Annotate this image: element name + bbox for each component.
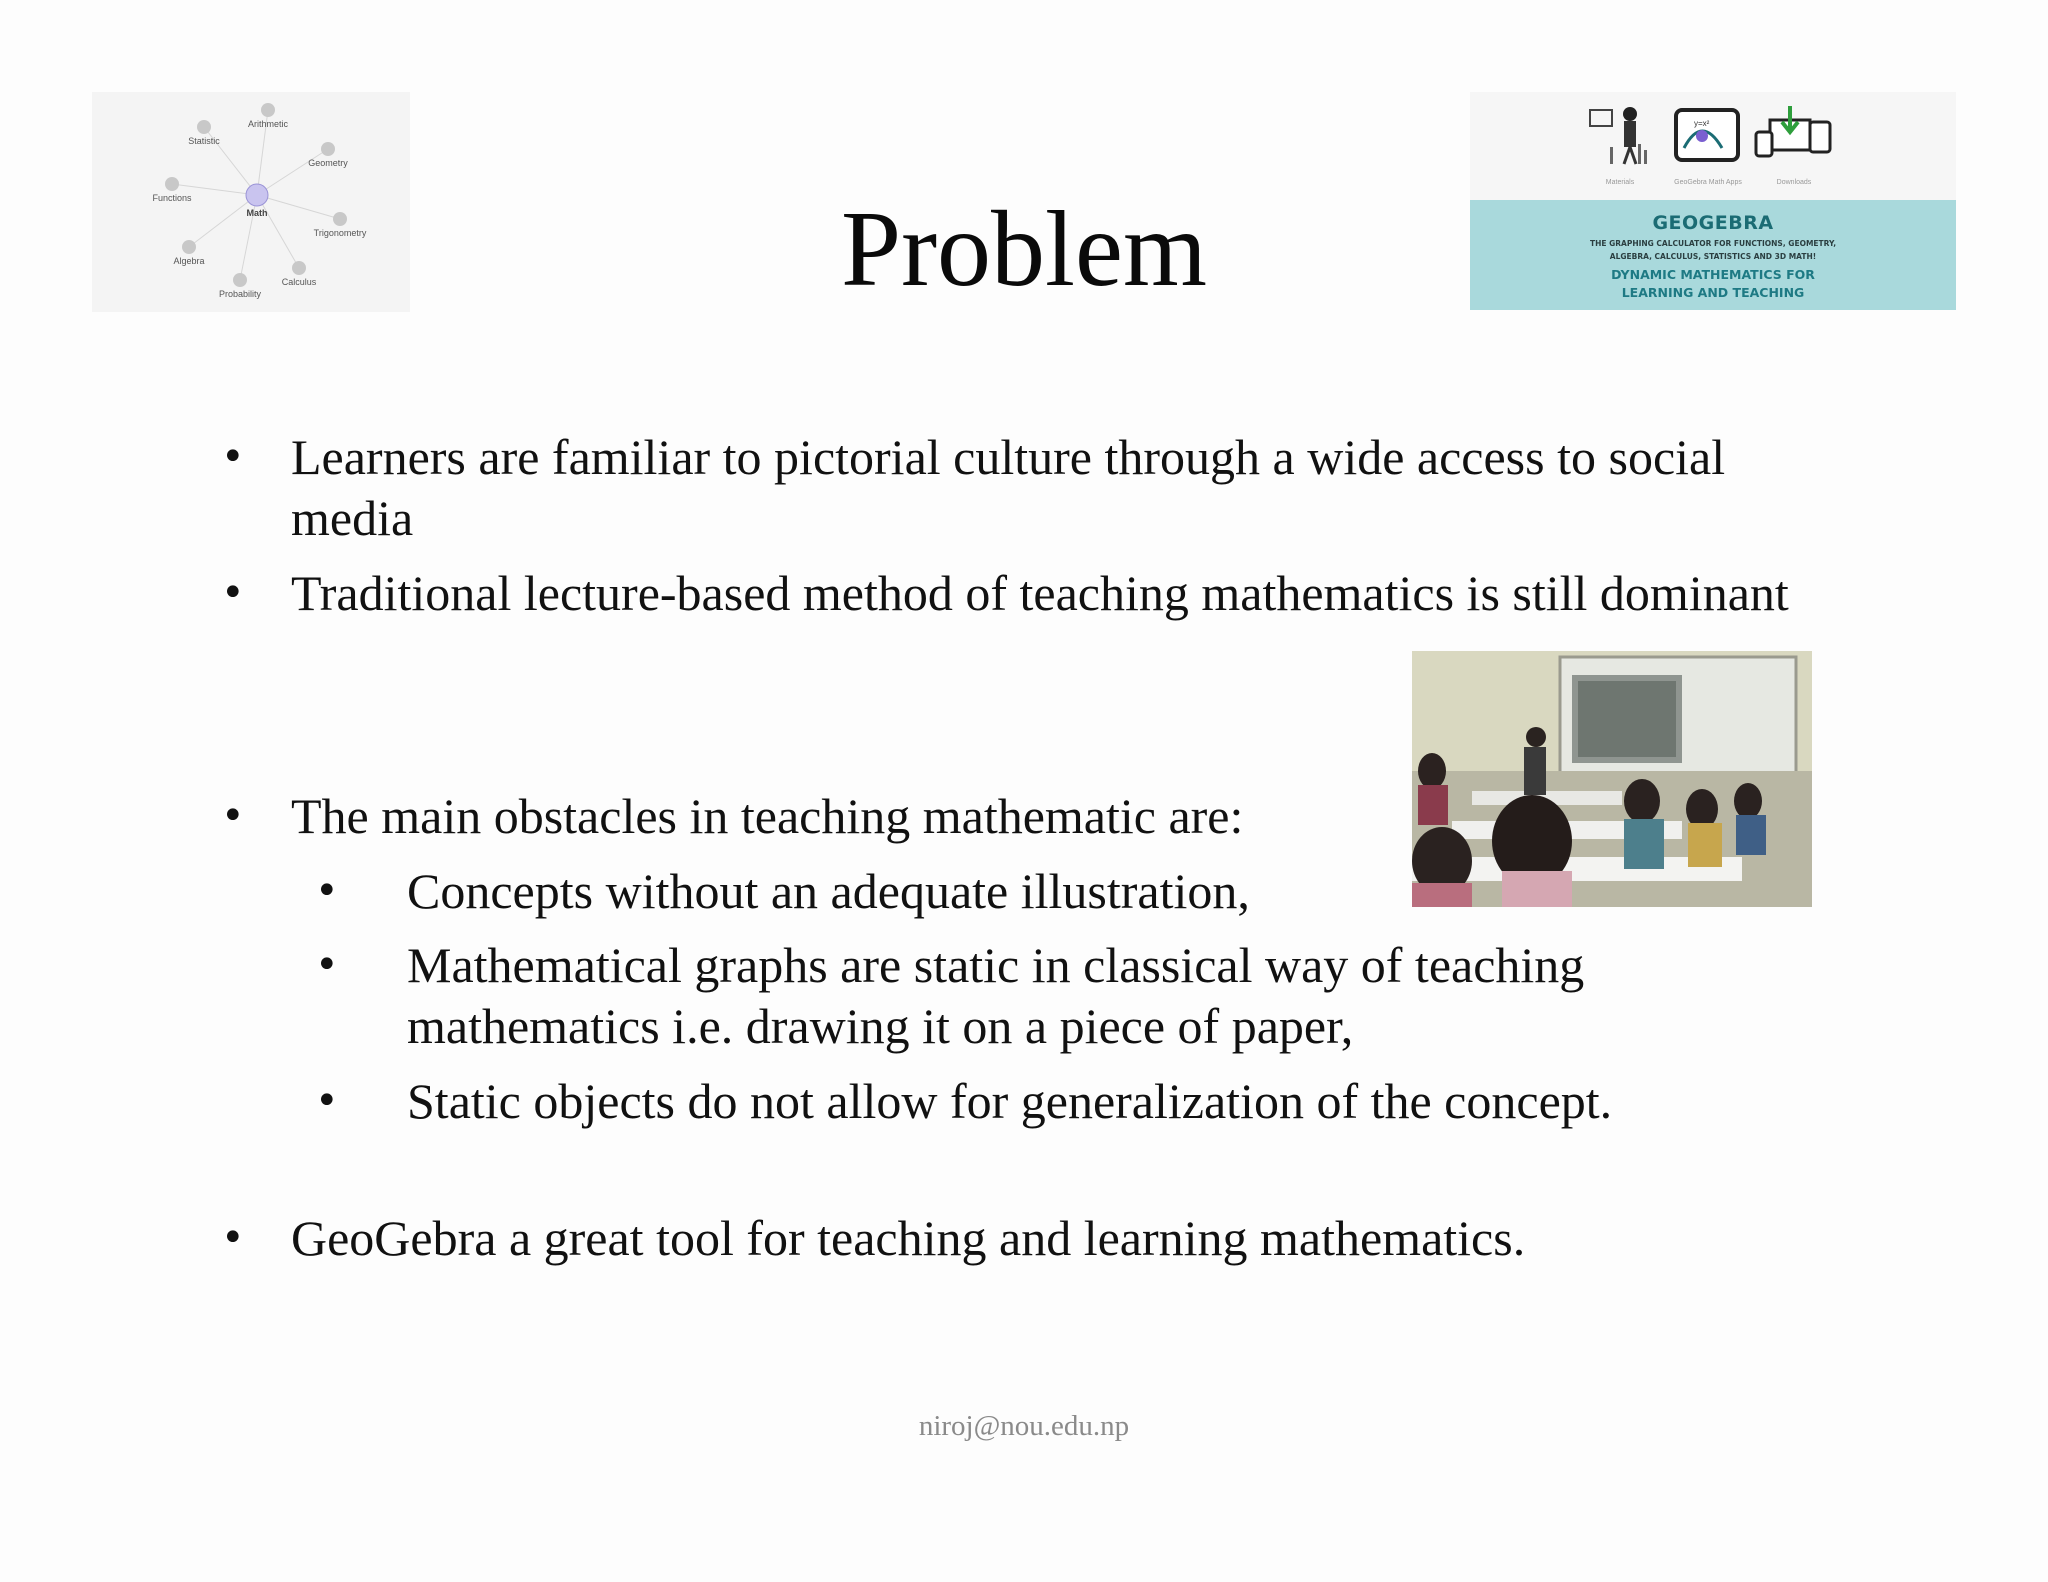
bullet-continuation [291, 488, 413, 548]
geogebra-subtitle-1: THE GRAPHING CALCULATOR FOR FUNCTIONS, GEOMETRY, [1589, 239, 1837, 248]
mindmap-node [261, 103, 275, 117]
bullet-icon: • [315, 868, 339, 914]
bullet-icon: • [221, 1215, 245, 1261]
download-icon [1756, 106, 1830, 156]
mindmap-label-calculus: Calculus [281, 277, 317, 287]
bullet-text: media [291, 490, 414, 546]
bullet-item [221, 427, 1726, 487]
footer-email: niroj@nou.edu.np [918, 1410, 1130, 1442]
slide-title: Problem [841, 190, 1207, 309]
bullet-text: mathematics i.e. drawing it on a piece of paper, [407, 998, 1354, 1054]
bullet-text: The main obstacles in teaching mathematic are: [291, 788, 1244, 844]
bullet-icon: • [315, 942, 339, 988]
mindmap-label-algebra: Algebra [173, 256, 205, 266]
bullet-text: Learners are familiar to pictorial culture through a wide access to social [291, 429, 1726, 485]
geogebra-title: GEOGEBRA [1652, 212, 1774, 234]
bullet-text: Static objects do not allow for generalization of the concept. [407, 1073, 1613, 1129]
bullet-item [221, 786, 1244, 846]
classroom-photo [1412, 651, 1812, 907]
geogebra-subtitle-2: ALGEBRA, CALCULUS, STATISTICS AND 3D MATH! [1609, 252, 1817, 261]
mindmap-center-label: Math [246, 208, 268, 218]
bullet-icon: • [315, 1078, 339, 1124]
sub-bullet-item [315, 935, 1585, 995]
mindmap-label-probability: Probability [218, 289, 262, 299]
materials-icon [1590, 107, 1647, 164]
sub-bullet-item [315, 861, 1250, 921]
svg-text:y=x²: y=x² [1694, 119, 1710, 128]
bullet-icon: • [221, 793, 245, 839]
mindmap-label-trigonometry: Trigonometry [313, 228, 367, 238]
mindmap-node [197, 120, 211, 134]
bullet-item [221, 563, 1789, 623]
sub-bullet-item [315, 1071, 1613, 1131]
bullet-icon: • [221, 434, 245, 480]
bullet-continuation [407, 996, 1353, 1056]
mindmap-node [321, 142, 335, 156]
geogebra-tagline-2: LEARNING AND TEACHING [1621, 285, 1805, 300]
bullet-text: Concepts without an adequate illustration, [407, 863, 1250, 919]
mindmap-label-functions: Functions [152, 193, 192, 203]
mindmap-label-geometry: Geometry [308, 158, 348, 168]
mindmap-label-statistic: Statistic [188, 136, 220, 146]
geogebra-tagline-1: DYNAMIC MATHEMATICS FOR [1611, 267, 1815, 282]
bullet-text: Mathematical graphs are static in classical way of teaching [407, 937, 1585, 993]
bullet-item [221, 1208, 1526, 1268]
icon-label-materials: Materials [1605, 179, 1635, 186]
bullet-text: GeoGebra a great tool for teaching and learning mathematics. [291, 1210, 1526, 1266]
icon-label-apps: GeoGebra Math Apps [1674, 179, 1742, 186]
geogebra-icon-strip [1470, 92, 1956, 200]
tablet-graph-icon [1676, 110, 1738, 160]
bullet-text: Traditional lecture-based method of teaching mathematics is still dominant [291, 565, 1789, 621]
mindmap-label-arithmetic: Arithmetic [247, 119, 289, 129]
icon-label-downloads: Downloads [1776, 179, 1812, 186]
bullet-icon: • [221, 570, 245, 616]
